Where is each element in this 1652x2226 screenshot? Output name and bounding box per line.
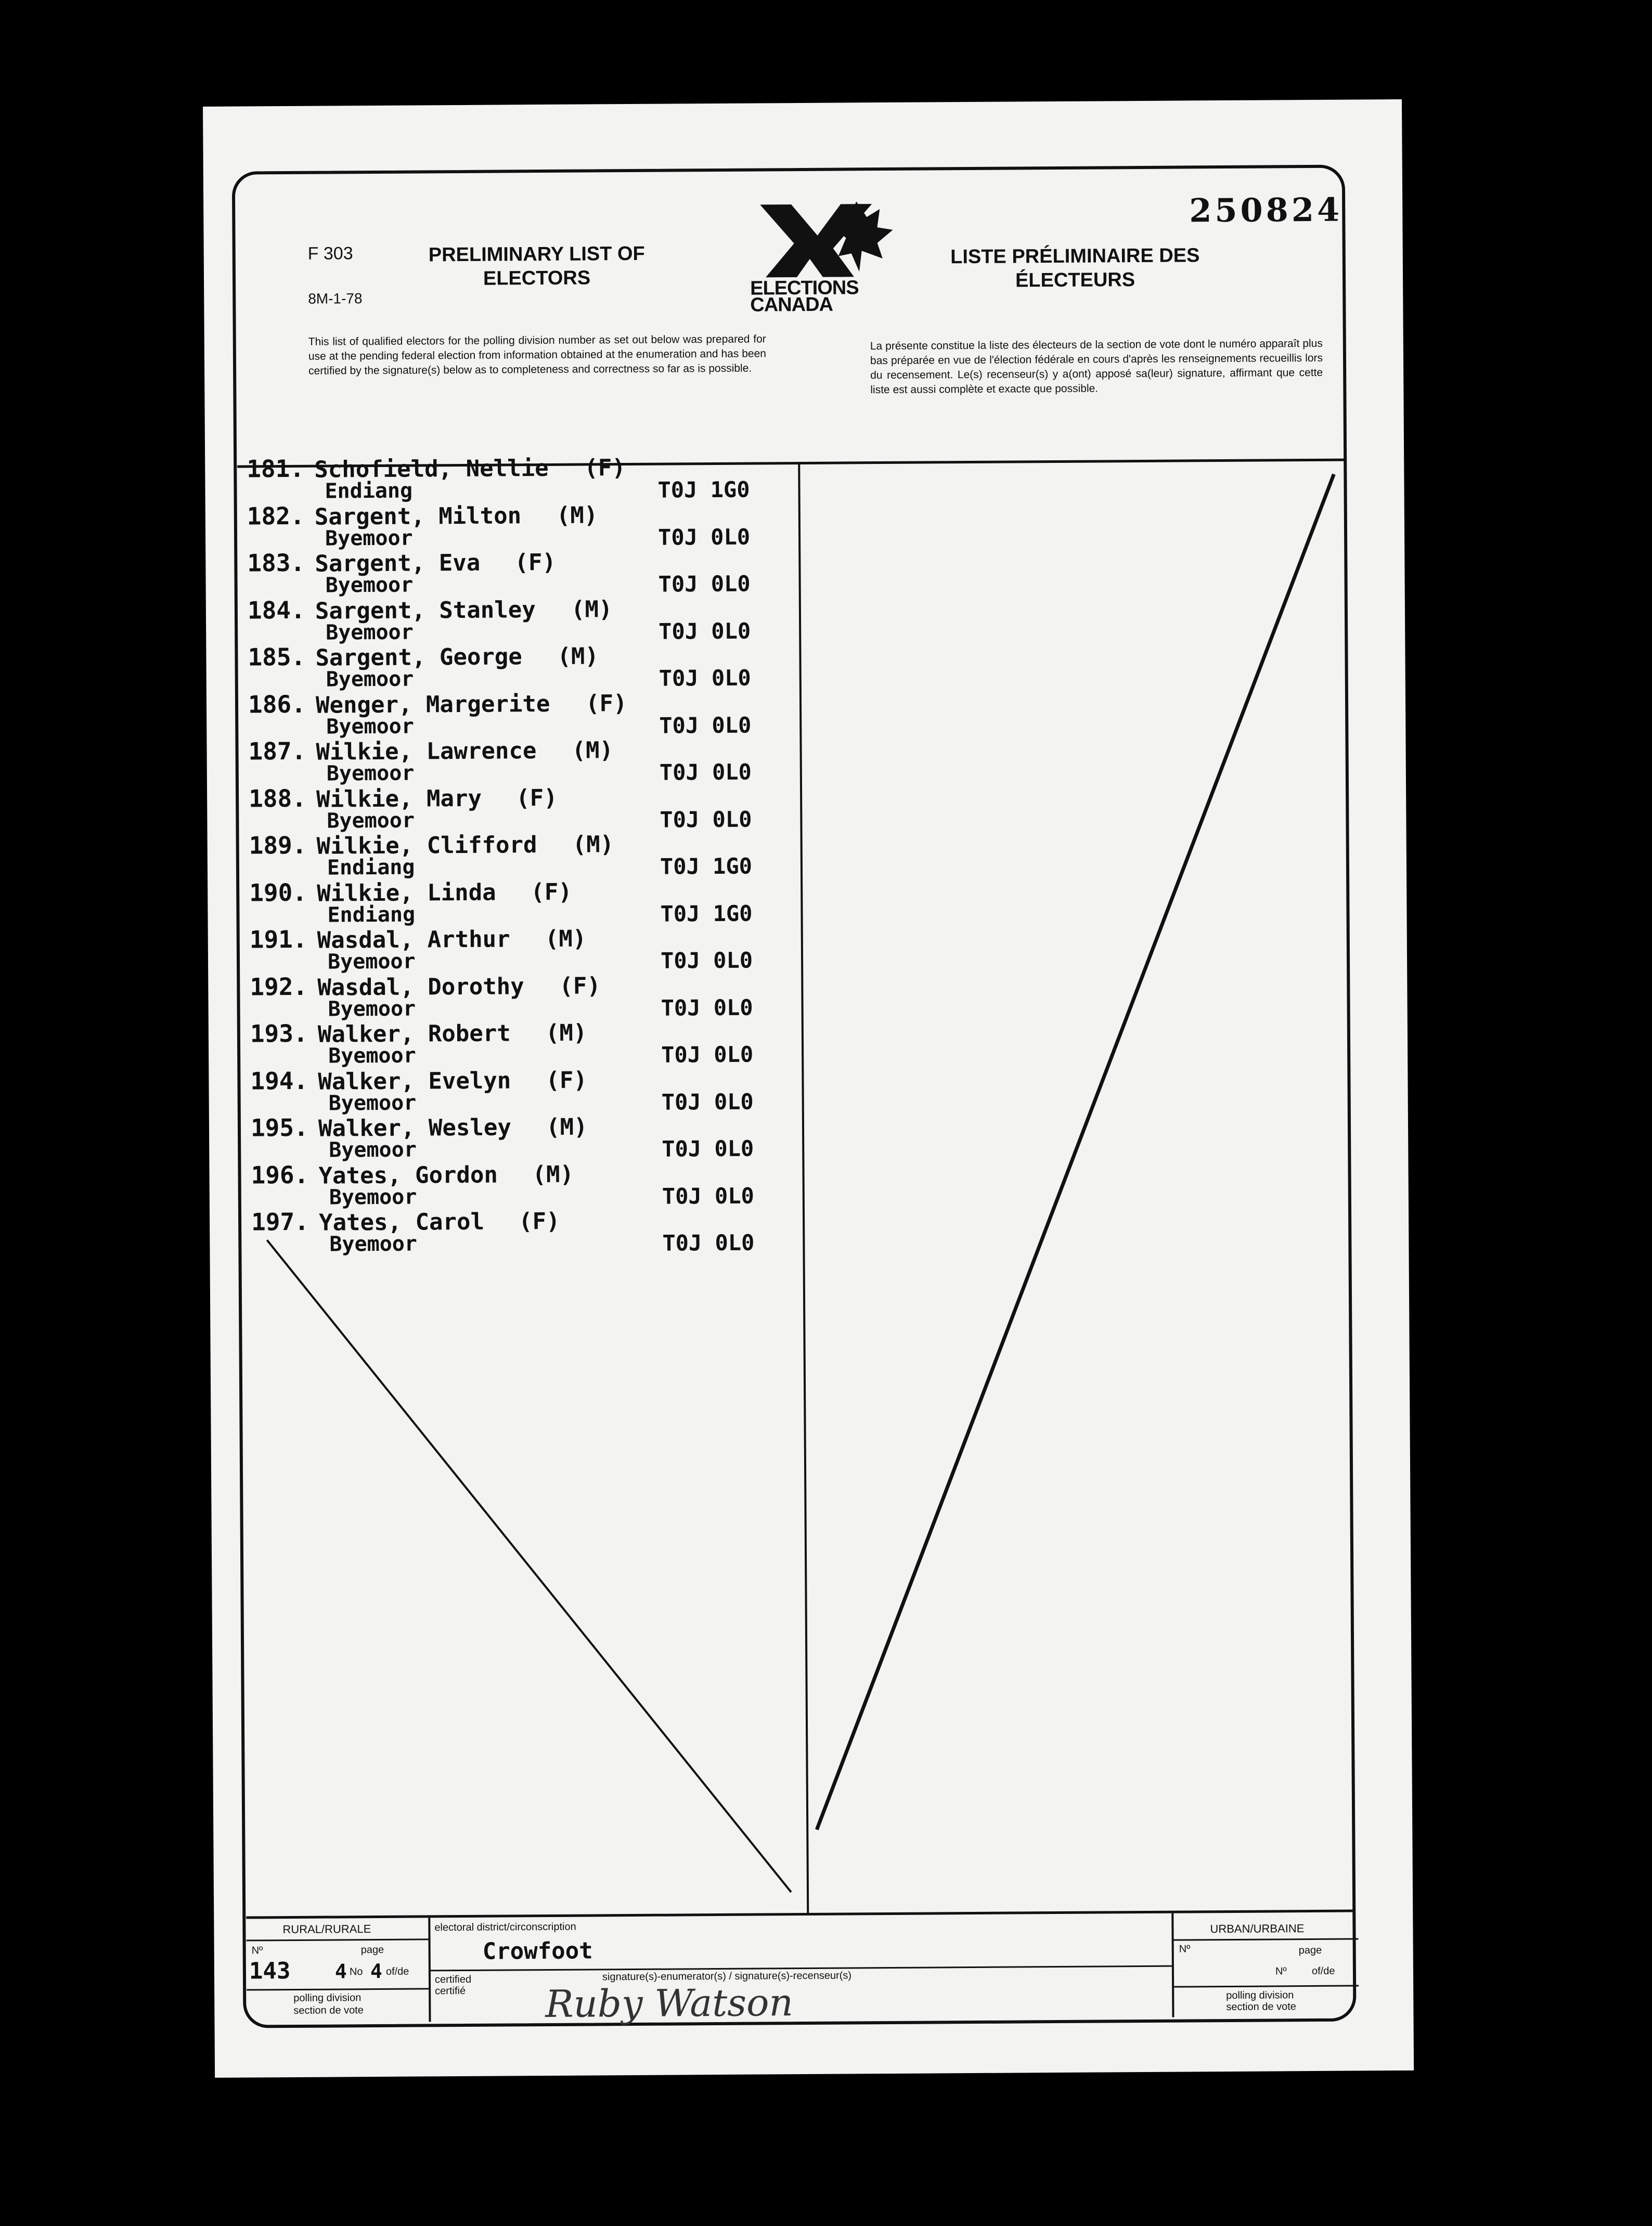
elector-locality: Byemoor (327, 949, 416, 974)
elector-sex: (F) (584, 455, 626, 482)
elector-number: 195. (250, 1113, 308, 1142)
elector-name: Sargent, Milton (314, 502, 522, 530)
elector-row (247, 546, 799, 596)
title-english-line1: PRELIMINARY LIST OF (428, 242, 645, 266)
title-english-line2: ELECTORS (483, 267, 591, 290)
elector-postal-code: T0J 0L0 (662, 1135, 754, 1162)
rural-rule-2 (247, 1988, 429, 1990)
elector-number: 193. (250, 1019, 308, 1048)
elector-postal-code: T0J 0L0 (662, 1230, 755, 1256)
section-de-vote-label: section de vote (293, 2004, 364, 2017)
elector-number: 182. (247, 501, 305, 530)
elector-postal-code: T0J 0L0 (658, 571, 751, 597)
elector-row (251, 1110, 803, 1161)
elector-name: Yates, Gordon (318, 1161, 498, 1189)
electoral-district-box (430, 1913, 1172, 2026)
elector-locality: Byemoor (329, 1232, 418, 1257)
page-of-number: 4 (370, 1959, 382, 1983)
urban-rule (1174, 1938, 1359, 1940)
elector-row (249, 781, 801, 832)
elector-row (251, 1157, 803, 1208)
elector-name: Wilkie, Lawrence (316, 737, 537, 766)
elector-postal-code: T0J 0L0 (660, 947, 753, 974)
elector-sex: (M) (556, 501, 598, 529)
elector-postal-code: T0J 0L0 (662, 1183, 754, 1209)
elector-postal-code: T0J 0L0 (659, 618, 751, 644)
elector-number: 197. (251, 1207, 309, 1236)
elector-name: Wilkie, Linda (317, 879, 496, 907)
page-label: page (360, 1944, 384, 1956)
elector-postal-code: T0J 0L0 (659, 665, 751, 691)
polling-division-number: 143 (249, 1958, 291, 1985)
elector-locality: Byemoor (327, 808, 415, 833)
signature-label: signature(s)-enumerator(s) / signature(s)-recenseur(s) (602, 1970, 852, 1983)
certification-english: This list of qualified electors for the polling division number as set out below was prepared for use at the pending federal election from information obtained at the enumeration and has been certified by the signature(s) below as to completeness and correctness so far as is possible. (308, 333, 766, 377)
elector-locality: Byemoor (329, 1185, 417, 1210)
elector-postal-code: T0J 0L0 (661, 994, 753, 1021)
elector-name: Wasdal, Arthur (317, 926, 510, 954)
logo-text-elections: ELECTIONS (750, 277, 859, 300)
elector-sex: (M) (545, 925, 587, 953)
elector-locality: Byemoor (329, 1137, 417, 1162)
elector-row (250, 922, 802, 973)
urban-page-label: page (1298, 1944, 1322, 1957)
certified-label: certified (434, 1973, 472, 1986)
elector-name: Walker, Evelyn (318, 1067, 511, 1095)
elector-sex: (F) (518, 1208, 560, 1235)
polling-division-label: polling division (293, 1992, 362, 2004)
elector-name: Walker, Robert (317, 1020, 511, 1048)
elector-name: Sargent, Stanley (315, 596, 536, 625)
document-sheet (203, 99, 1414, 2078)
elector-locality: Byemoor (328, 1043, 416, 1068)
urban-of-label: of/de (1311, 1965, 1335, 1977)
elector-row (249, 828, 801, 878)
page-no-label: No (349, 1966, 363, 1978)
elector-row (251, 1205, 803, 1255)
elector-name: Walker, Wesley (318, 1114, 512, 1142)
elector-name: Yates, Carol (318, 1208, 485, 1236)
elector-sex: (M) (546, 1114, 588, 1141)
elector-sex: (M) (532, 1161, 574, 1188)
elector-name: Sargent, Eva (315, 549, 481, 577)
elector-postal-code: T0J 1G0 (660, 900, 753, 927)
elector-number: 185. (248, 642, 306, 671)
urban-box (1171, 1912, 1359, 2017)
enumerator-signature: Ruby Watson (545, 1981, 794, 2026)
elector-number: 189. (249, 831, 307, 860)
elector-sex: (F) (531, 878, 572, 905)
of-label: of/de (385, 1965, 409, 1977)
certifie-label: certifié (435, 1985, 466, 1997)
elector-row (248, 734, 800, 784)
elector-number: 184. (247, 596, 305, 624)
elector-number: 188. (248, 784, 307, 812)
elector-locality: Byemoor (326, 761, 415, 786)
elector-sex: (M) (557, 643, 599, 670)
urban-page-no-label: Nº (1275, 1965, 1287, 1977)
elector-postal-code: T0J 1G0 (657, 476, 750, 503)
elector-row (249, 875, 801, 926)
elector-number: 186. (248, 690, 306, 718)
elector-locality: Byemoor (328, 1091, 417, 1116)
elector-number: 191. (249, 925, 307, 954)
elector-name: Wilkie, Clifford (316, 832, 537, 860)
elector-sex: (F) (546, 1067, 588, 1094)
elector-name: Wenger, Margerite (315, 690, 550, 719)
elector-postal-code: T0J 0L0 (659, 712, 752, 739)
elector-name: Sargent, George (315, 643, 522, 671)
elector-row (248, 593, 799, 643)
elector-locality: Byemoor (326, 714, 415, 739)
elector-number: 190. (249, 878, 307, 907)
elector-sex: (M) (545, 1019, 587, 1047)
elector-number: 187. (248, 736, 306, 766)
elector-sex: (M) (571, 596, 613, 623)
serial-number: 250824 (1189, 190, 1343, 230)
form-number: F 303 (307, 243, 353, 264)
elector-row (248, 687, 800, 737)
elector-locality: Byemoor (326, 620, 414, 645)
elector-postal-code: T0J 0L0 (660, 806, 752, 833)
elector-name: Wilkie, Mary (316, 785, 482, 813)
elector-row (250, 1064, 802, 1114)
elector-postal-code: T0J 0L0 (659, 759, 752, 785)
rural-label: RURAL/RURALE (282, 1922, 371, 1936)
elector-name: Schofield, Nellie (314, 455, 549, 483)
rural-no-label: Nº (251, 1945, 263, 1957)
elector-postal-code: T0J 0L0 (657, 524, 751, 550)
certification-french: La présente constitue la liste des électeurs de la section de vote dont le numéro apparaît plus bas préparée en vue de l'élection fédérale en cours d'après les renseignements recueillis lors du recensement. Le(s) recenseur(s) y a(ont) apposé sa(leur) signature, affirmant que cette liste est aussi complète et exacte que possible. (870, 337, 1323, 396)
rural-rule (247, 1938, 429, 1941)
elector-row (247, 451, 798, 502)
urban-section-label: section de vote (1226, 2001, 1296, 2013)
elector-sex: (F) (514, 549, 557, 576)
urban-label: URBAN/URBAINE (1210, 1922, 1305, 1936)
elector-sex: (F) (585, 690, 627, 717)
title-french-line2: ÉLECTEURS (1015, 269, 1135, 292)
elector-number: 196. (251, 1160, 309, 1189)
electoral-district-name: Crowfoot (482, 1937, 593, 1965)
elector-locality: Byemoor (326, 667, 414, 692)
elector-sex: (M) (572, 831, 614, 858)
elector-row (247, 499, 799, 549)
elector-sex: (F) (515, 784, 558, 811)
urban-no-label: Nº (1179, 1943, 1191, 1955)
elector-sex: (M) (572, 737, 614, 764)
elector-number: 183. (247, 548, 305, 577)
elector-locality: Byemoor (325, 526, 413, 551)
elector-locality: Byemoor (325, 573, 414, 598)
electoral-district-label: electoral district/circonscription (434, 1921, 576, 1934)
elector-row (250, 969, 802, 1020)
form-date: 8M-1-78 (308, 290, 363, 307)
elector-locality: Endiang (327, 855, 415, 880)
logo-text-canada: CANADA (750, 293, 833, 316)
elector-sex: (F) (559, 972, 601, 1000)
elector-number: 181. (247, 454, 305, 483)
elector-row (250, 1016, 802, 1067)
elector-locality: Endiang (327, 902, 416, 927)
page-number: 4 (334, 1960, 347, 1983)
urban-polling-label: polling division (1226, 1989, 1294, 2002)
elector-number: 192. (250, 972, 308, 1001)
elector-name: Wasdal, Dorothy (317, 973, 524, 1001)
urban-rule-2 (1174, 1985, 1359, 1987)
elector-number: 194. (250, 1066, 308, 1095)
elector-postal-code: T0J 0L0 (661, 1089, 754, 1115)
elector-row (248, 640, 799, 690)
elector-postal-code: T0J 0L0 (661, 1041, 754, 1068)
rural-box (246, 1918, 431, 2023)
elector-locality: Endiang (325, 478, 413, 503)
elector-locality: Byemoor (328, 996, 416, 1021)
title-french-line1: LISTE PRÉLIMINAIRE DES (950, 244, 1200, 268)
elector-postal-code: T0J 1G0 (660, 853, 753, 879)
